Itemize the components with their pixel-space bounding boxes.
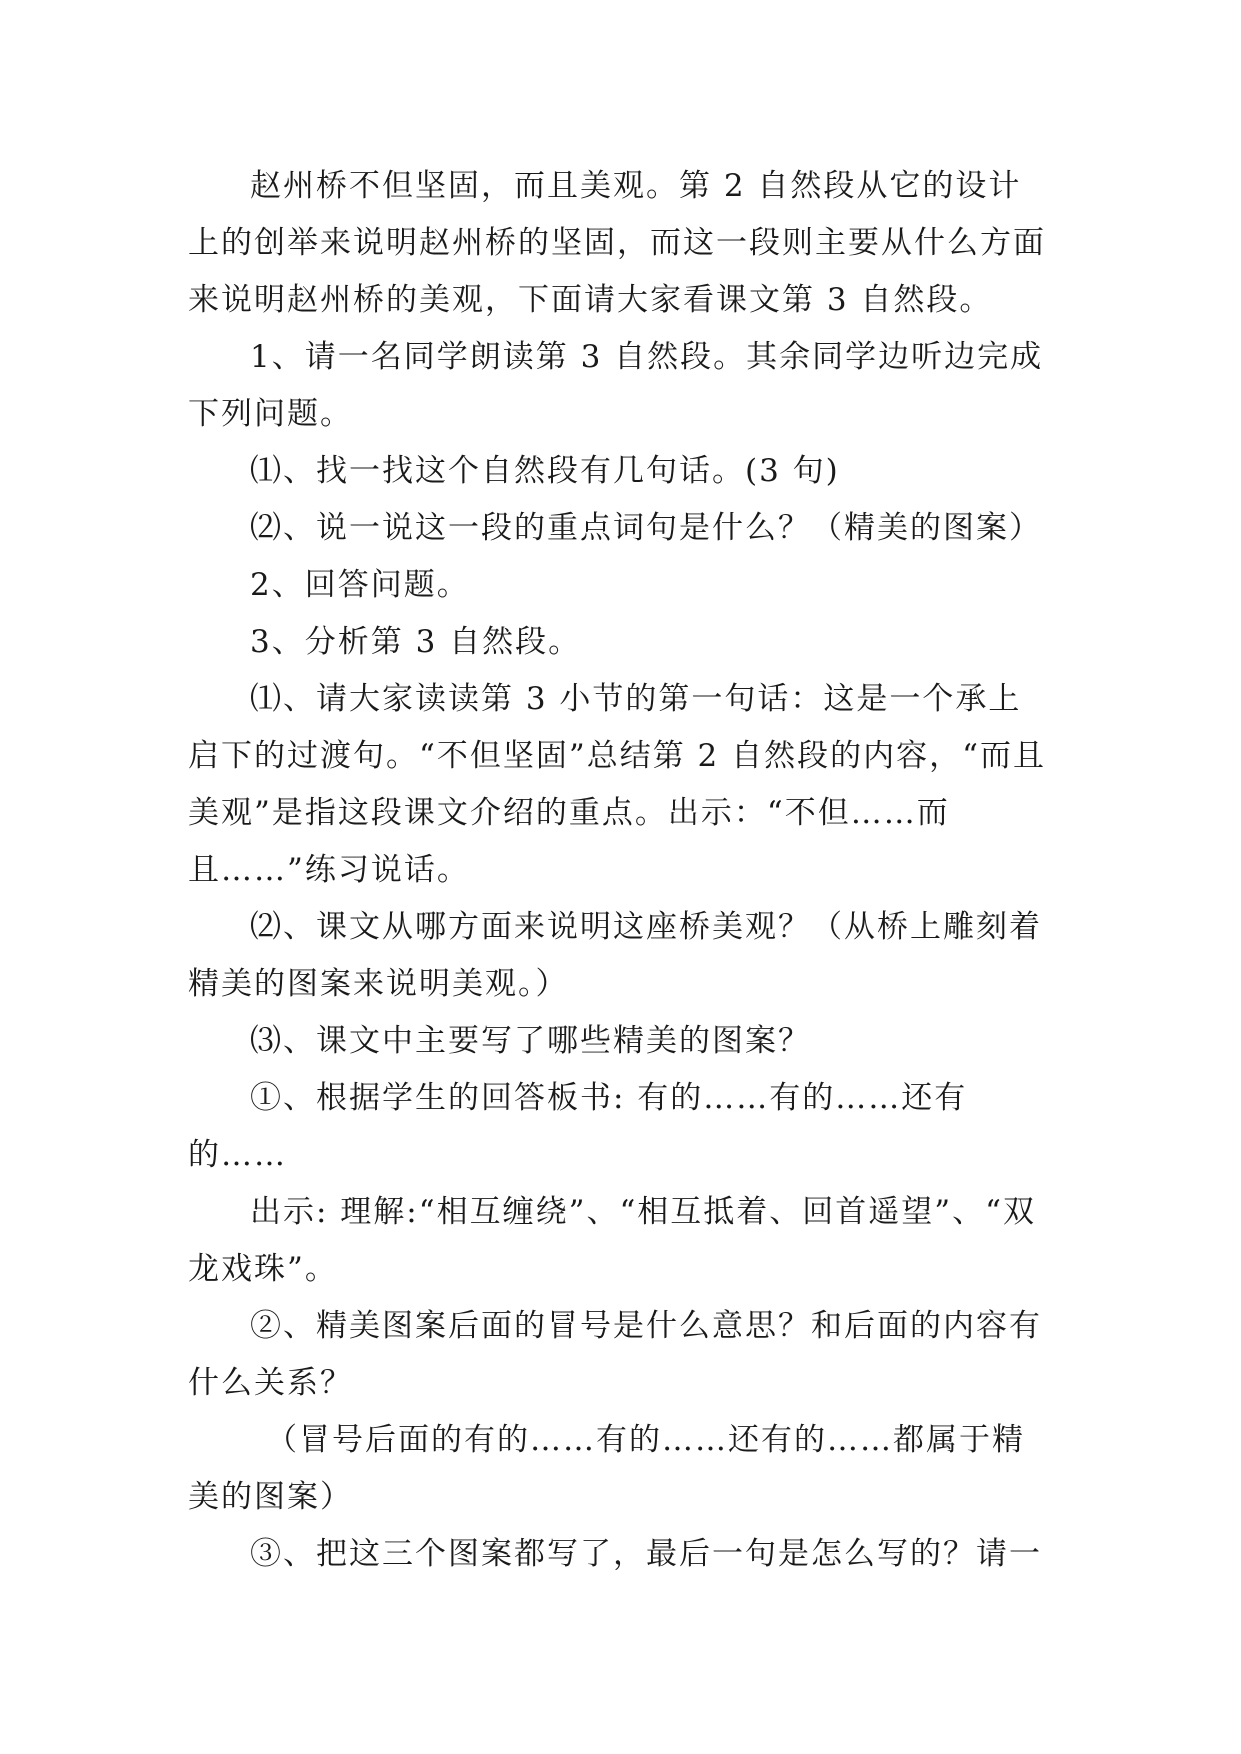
paragraph-step-1: 1、请一名同学朗读第 3 自然段。其余同学边听边完成下列问题。 [188,339,1044,432]
paragraph-question-1: ⑴、找一找这个自然段有几句话。(3 句) [250,453,840,489]
paragraph-intro: 赵州桥不但坚固，而且美观。第 2 自然段从它的设计上的创举来说明赵州桥的坚固，而这一段则主要从什么方面来说明赵州桥的美观，下面请大家看课文第 3 自然段。 [188,168,1046,318]
paragraph-last-sentence: ③、把这三个图案都写了，最后一句是怎么写的？请一 [250,1536,1042,1572]
paragraph-analysis-3: ⑶、课文中主要写了哪些精美的图案？ [250,1023,811,1059]
paragraph-step-2: 2、回答问题。 [250,567,470,603]
paragraph-colon-answer: （冒号后面的有的……有的……还有的……都属于精美的图案） [188,1422,1025,1515]
document-body [188,158,1053,1583]
paragraph-board-notes: ①、根据学生的回答板书: 有的……有的……还有的…… [188,1080,968,1173]
paragraph-analysis-1: ⑴、请大家读读第 3 小节的第一句话：这是一个承上启下的过渡句。“不但坚固”总结第 2 自然段的内容，“而且美观”是指这段课文介绍的重点。出示：“不但……而且……”练习说话。 [188,681,1046,888]
paragraph-step-3: 3、分析第 3 自然段。 [250,624,582,660]
paragraph-colon-question: ②、精美图案后面的冒号是什么意思？和后面的内容有什么关系？ [188,1308,1042,1401]
paragraph-show-understand: 出示: 理解:“相互缠绕”、“相互抵着、回首遥望”、“双龙戏珠”。 [188,1194,1036,1287]
paragraph-analysis-2: ⑵、课文从哪方面来说明这座桥美观？（从桥上雕刻着精美的图案来说明美观。） [188,909,1042,1002]
paragraph-question-2: ⑵、说一说这一段的重点词句是什么？（精美的图案） [250,510,1042,546]
